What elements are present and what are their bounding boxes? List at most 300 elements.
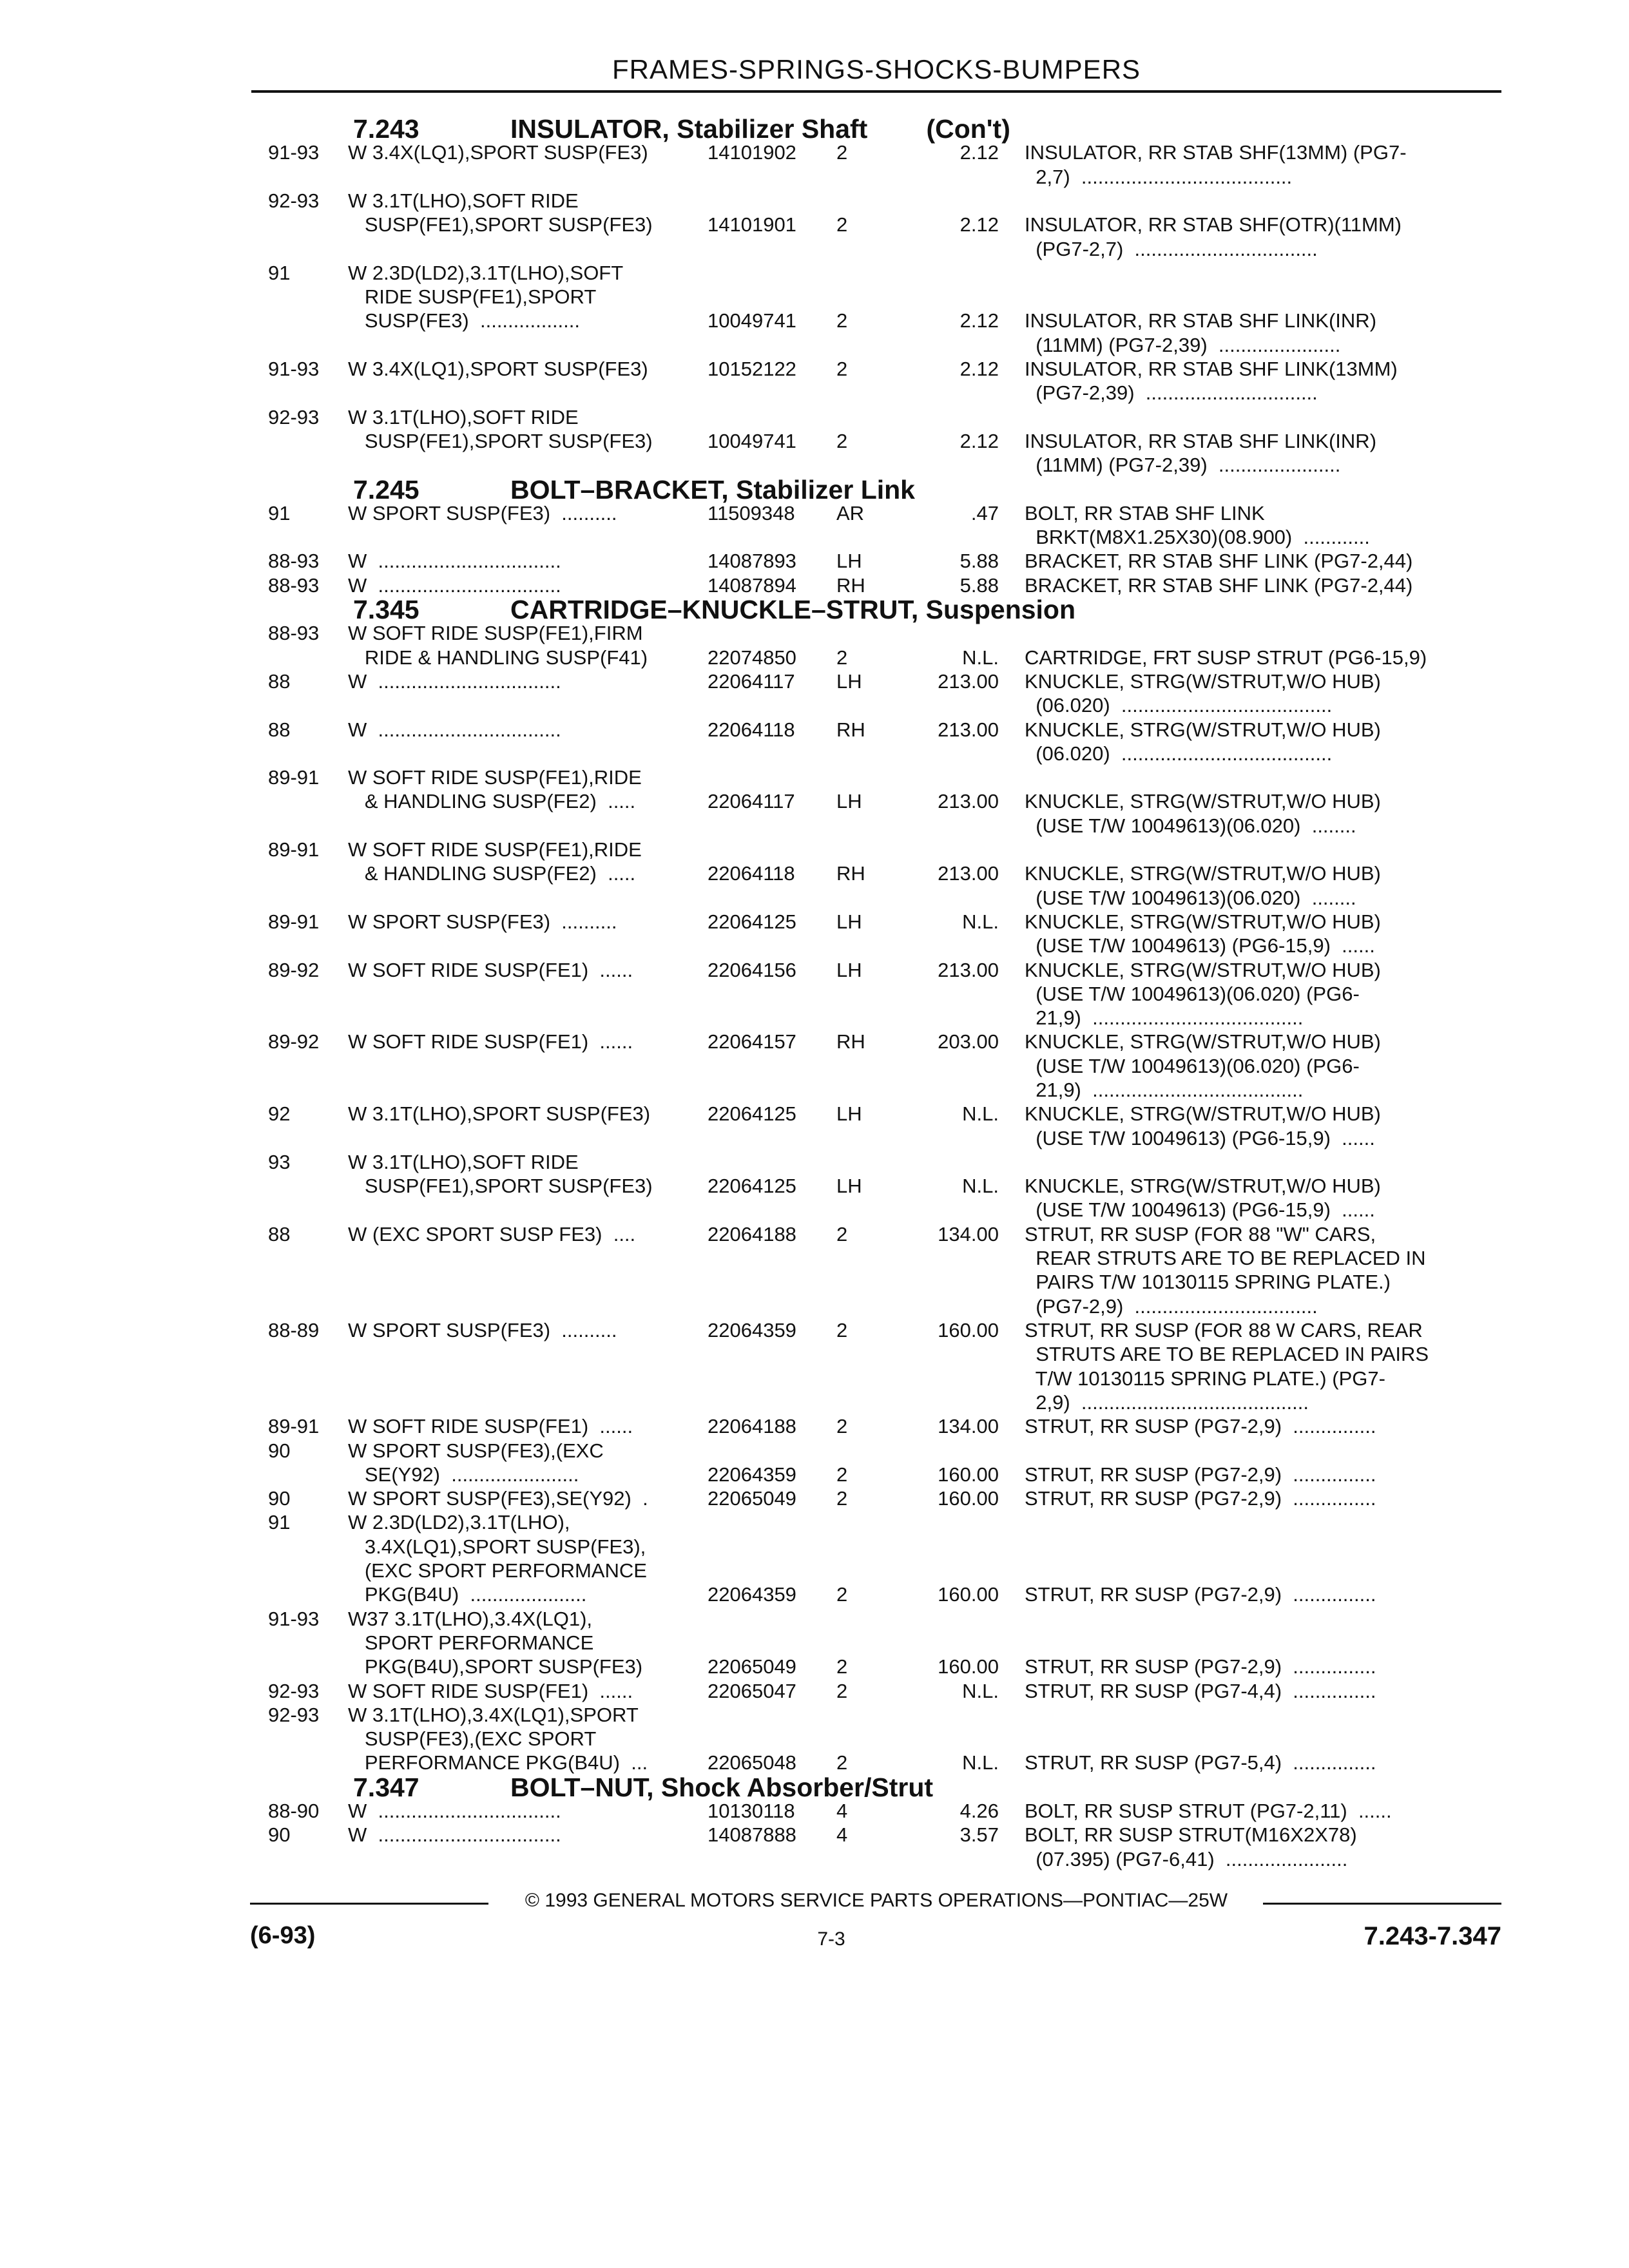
description-cell: W SOFT RIDE SUSP(FE1) ...... — [348, 1415, 633, 1437]
quantity-cell: RH — [836, 718, 865, 741]
quantity-cell: 4 — [836, 1800, 848, 1822]
table-row — [0, 1726, 1629, 1752]
year-cell: 92-93 — [268, 1680, 320, 1702]
table-row — [0, 1126, 1629, 1151]
quantity-cell: LH — [836, 550, 862, 572]
price-cell: 160.00 — [938, 1583, 999, 1606]
description-cell: W SOFT RIDE SUSP(FE1),FIRM — [348, 622, 643, 644]
part-name-cell: INSULATOR, RR STAB SHF LINK(13MM) — [1025, 358, 1398, 380]
description-cell: W 2.3D(LD2),3.1T(LHO),SOFT — [348, 262, 624, 284]
part-name-cell: (07.395) (PG7-6,41) ...................... — [1025, 1848, 1348, 1870]
description-cell: W ................................. — [348, 718, 561, 741]
part-name-cell: (USE T/W 10049613)(06.020) ........ — [1025, 814, 1356, 837]
quantity-cell: 2 — [836, 1751, 848, 1774]
quantity-cell: LH — [836, 670, 862, 693]
table-row — [0, 1269, 1629, 1295]
year-cell: 92-93 — [268, 1704, 320, 1726]
part-name-cell: 2,7) ...................................... — [1025, 166, 1293, 188]
quantity-cell: AR — [836, 502, 865, 524]
price-cell: N.L. — [962, 1102, 999, 1125]
year-cell: 91-93 — [268, 358, 320, 380]
part-name-cell: (USE T/W 10049613) (PG6-15,9) ...... — [1025, 934, 1375, 957]
price-cell: 213.00 — [938, 959, 999, 981]
year-cell: 88-89 — [268, 1319, 320, 1341]
description-cell: W SOFT RIDE SUSP(FE1),RIDE — [348, 766, 642, 789]
price-cell: 203.00 — [938, 1030, 999, 1053]
section-heading — [0, 116, 1629, 142]
part-number-cell: 22064359 — [708, 1583, 796, 1606]
table-row — [0, 957, 1629, 983]
year-cell: 90 — [268, 1439, 291, 1462]
description-cell: W SOFT RIDE SUSP(FE1) ...... — [348, 959, 633, 981]
table-row — [0, 1630, 1629, 1656]
description-cell: PKG(B4U),SPORT SUSP(FE3) — [348, 1655, 643, 1678]
footer-rule-left — [250, 1903, 488, 1905]
part-name-cell: STRUT, RR SUSP (PG7-2,9) ............... — [1025, 1583, 1376, 1606]
footer-section-range: 7.243-7.347 — [1364, 1922, 1501, 1950]
description-cell: W 3.1T(LHO),SOFT RIDE — [348, 406, 579, 428]
table-row — [0, 188, 1629, 214]
table-row — [0, 1534, 1629, 1560]
part-number-cell: 11509348 — [708, 502, 795, 524]
footer-page-number: 7-3 — [817, 1928, 845, 1950]
table-row — [0, 645, 1629, 671]
description-cell: W 3.4X(LQ1),SPORT SUSP(FE3) — [348, 141, 648, 164]
footer-rule-right — [1263, 1903, 1501, 1905]
table-row — [0, 1558, 1629, 1584]
price-cell: N.L. — [962, 1751, 999, 1774]
year-cell: 92-93 — [268, 189, 320, 212]
table-row — [0, 981, 1629, 1007]
quantity-cell: LH — [836, 1175, 862, 1197]
quantity-cell: 2 — [836, 1487, 848, 1510]
section-title: INSULATOR, Stabilizer Shaft (Con't) — [510, 114, 1010, 144]
table-row — [0, 1053, 1629, 1079]
description-cell: SUSP(FE3),(EXC SPORT — [348, 1727, 597, 1750]
description-cell: W 3.1T(LHO),SOFT RIDE — [348, 1151, 579, 1173]
year-cell: 88-93 — [268, 622, 320, 644]
table-row — [0, 1390, 1629, 1416]
price-cell: 3.57 — [959, 1823, 999, 1846]
part-name-cell: STRUT, RR SUSP (PG7-2,9) ............... — [1025, 1463, 1376, 1486]
price-cell: 5.88 — [959, 550, 999, 572]
part-name-cell: KNUCKLE, STRG(W/STRUT,W/O HUB) — [1025, 718, 1381, 741]
table-row — [0, 813, 1629, 839]
section-number: 7.245 — [353, 475, 419, 505]
part-number-cell: 22065047 — [708, 1680, 796, 1702]
table-row — [0, 741, 1629, 767]
table-row — [0, 1822, 1629, 1848]
part-name-cell: STRUT, RR SUSP (PG7-4,4) ............... — [1025, 1680, 1376, 1702]
year-cell: 88 — [268, 1223, 291, 1245]
description-cell: SUSP(FE1),SPORT SUSP(FE3) — [348, 430, 653, 452]
price-cell: 2.12 — [959, 213, 999, 236]
description-cell: SUSP(FE1),SPORT SUSP(FE3) — [348, 1175, 653, 1197]
price-cell: 160.00 — [938, 1487, 999, 1510]
year-cell: 88 — [268, 718, 291, 741]
description-cell: W (EXC SPORT SUSP FE3) .... — [348, 1223, 636, 1245]
quantity-cell: 2 — [836, 309, 848, 332]
table-row — [0, 140, 1629, 166]
year-cell: 91-93 — [268, 1608, 320, 1630]
table-row — [0, 308, 1629, 334]
table-row — [0, 356, 1629, 382]
part-number-cell: 22065049 — [708, 1655, 796, 1678]
part-name-cell: INSULATOR, RR STAB SHF LINK(INR) — [1025, 430, 1377, 452]
year-cell: 88-93 — [268, 574, 320, 597]
table-row — [0, 1173, 1629, 1199]
table-row — [0, 789, 1629, 814]
quantity-cell: 2 — [836, 430, 848, 452]
table-row — [0, 861, 1629, 887]
part-number-cell: 10049741 — [708, 430, 796, 452]
footer-date: (6-93) — [250, 1922, 316, 1949]
part-number-cell: 22064117 — [708, 670, 795, 693]
table-row — [0, 1294, 1629, 1320]
part-number-cell: 22064117 — [708, 790, 795, 812]
part-name-cell: INSULATOR, RR STAB SHF(OTR)(11MM) — [1025, 213, 1402, 236]
page-header: FRAMES-SPRINGS-SHOCKS-BUMPERS — [612, 54, 1141, 84]
table-row — [0, 332, 1629, 358]
description-cell: RIDE SUSP(FE1),SPORT — [348, 285, 597, 308]
description-cell: W ................................. — [348, 574, 561, 597]
description-cell: W SPORT SUSP(FE3) .......... — [348, 910, 617, 933]
section-title: BOLT–NUT, Shock Absorber/Strut — [510, 1773, 934, 1802]
table-row — [0, 1245, 1629, 1271]
description-cell: W 3.1T(LHO),SOFT RIDE — [348, 189, 579, 212]
year-cell: 89-91 — [268, 910, 320, 933]
part-name-cell: KNUCKLE, STRG(W/STRUT,W/O HUB) — [1025, 790, 1381, 812]
part-number-cell: 10049741 — [708, 309, 796, 332]
table-row — [0, 693, 1629, 718]
quantity-cell: 2 — [836, 646, 848, 669]
year-cell: 91 — [268, 1511, 291, 1533]
description-cell: W SOFT RIDE SUSP(FE1) ...... — [348, 1030, 633, 1053]
quantity-cell: 2 — [836, 1223, 848, 1245]
table-row — [0, 1101, 1629, 1127]
price-cell: N.L. — [962, 1680, 999, 1702]
description-cell: SUSP(FE1),SPORT SUSP(FE3) — [348, 213, 653, 236]
part-name-cell: KNUCKLE, STRG(W/STRUT,W/O HUB) — [1025, 862, 1381, 885]
year-cell: 91 — [268, 262, 291, 284]
part-name-cell: PAIRS T/W 10130115 SPRING PLATE.) — [1025, 1271, 1391, 1293]
description-cell: W SPORT SUSP(FE3),SE(Y92) . — [348, 1487, 648, 1510]
price-cell: 4.26 — [959, 1800, 999, 1822]
price-cell: 2.12 — [959, 141, 999, 164]
year-cell: 89-92 — [268, 1030, 320, 1053]
year-cell: 90 — [268, 1823, 291, 1846]
header-rule — [251, 90, 1501, 93]
part-name-cell: 2,9) ......................................... — [1025, 1391, 1309, 1414]
table-row — [0, 501, 1629, 526]
quantity-cell: 2 — [836, 1583, 848, 1606]
table-row — [0, 1029, 1629, 1055]
quantity-cell: 2 — [836, 1415, 848, 1437]
year-cell: 89-91 — [268, 838, 320, 861]
table-row — [0, 1366, 1629, 1392]
part-name-cell: KNUCKLE, STRG(W/STRUT,W/O HUB) — [1025, 1030, 1381, 1053]
price-cell: 213.00 — [938, 718, 999, 741]
part-number-cell: 14087894 — [708, 574, 796, 597]
part-name-cell: (06.020) ...................................... — [1025, 742, 1333, 765]
part-name-cell: STRUT, RR SUSP (FOR 88 "W" CARS, — [1025, 1223, 1376, 1245]
table-row — [0, 1582, 1629, 1608]
section-heading — [0, 1774, 1629, 1800]
section-title: CARTRIDGE–KNUCKLE–STRUT, Suspension — [510, 595, 1076, 624]
description-cell: & HANDLING SUSP(FE2) ..... — [348, 862, 636, 885]
quantity-cell: 4 — [836, 1823, 848, 1846]
year-cell: 89-91 — [268, 1415, 320, 1437]
quantity-cell: RH — [836, 574, 865, 597]
part-name-cell: BOLT, RR SUSP STRUT(M16X2X78) — [1025, 1823, 1357, 1846]
description-cell: (EXC SPORT PERFORMANCE — [348, 1559, 647, 1582]
table-row — [0, 1462, 1629, 1488]
section-title: BOLT–BRACKET, Stabilizer Link — [510, 475, 915, 505]
quantity-cell: 2 — [836, 1319, 848, 1341]
quantity-cell: LH — [836, 790, 862, 812]
price-cell: 134.00 — [938, 1415, 999, 1437]
copyright-line: © 1993 GENERAL MOTORS SERVICE PARTS OPERATIONS—PONTIAC—25W — [525, 1890, 1228, 1911]
year-cell: 88 — [268, 670, 291, 693]
table-row — [0, 1341, 1629, 1367]
section-heading — [0, 597, 1629, 622]
part-number-cell: 14101902 — [708, 141, 796, 164]
part-number-cell: 22064118 — [708, 862, 795, 885]
section-number: 7.243 — [353, 114, 419, 144]
part-name-cell: (11MM) (PG7-2,39) ...................... — [1025, 454, 1341, 476]
part-name-cell: KNUCKLE, STRG(W/STRUT,W/O HUB) — [1025, 670, 1381, 693]
description-cell: SE(Y92) ....................... — [348, 1463, 579, 1486]
table-row — [0, 1486, 1629, 1512]
part-name-cell: BOLT, RR SUSP STRUT (PG7-2,11) ...... — [1025, 1800, 1392, 1822]
part-name-cell: STRUT, RR SUSP (FOR 88 W CARS, REAR — [1025, 1319, 1423, 1341]
price-cell: N.L. — [962, 646, 999, 669]
description-cell: W ................................. — [348, 1800, 561, 1822]
part-number-cell: 22065049 — [708, 1487, 796, 1510]
part-number-cell: 10152122 — [708, 358, 796, 380]
table-row — [0, 405, 1629, 430]
description-cell: & HANDLING SUSP(FE2) ..... — [348, 790, 636, 812]
description-cell: W 3.4X(LQ1),SPORT SUSP(FE3) — [348, 358, 648, 380]
description-cell: W 3.1T(LHO),SPORT SUSP(FE3) — [348, 1102, 651, 1125]
table-row — [0, 1606, 1629, 1632]
part-name-cell: STRUT, RR SUSP (PG7-2,9) ............... — [1025, 1415, 1376, 1437]
table-row — [0, 620, 1629, 646]
table-row — [0, 1654, 1629, 1680]
table-row — [0, 380, 1629, 406]
quantity-cell: 2 — [836, 1655, 848, 1678]
quantity-cell: 2 — [836, 141, 848, 164]
part-number-cell: 22064125 — [708, 1102, 796, 1125]
quantity-cell: 2 — [836, 1463, 848, 1486]
price-cell: 2.12 — [959, 309, 999, 332]
table-row — [0, 284, 1629, 310]
part-name-cell: (PG7-2,7) ................................. — [1025, 238, 1318, 260]
table-row — [0, 452, 1629, 478]
description-cell: 3.4X(LQ1),SPORT SUSP(FE3), — [348, 1535, 646, 1558]
part-number-cell: 22064188 — [708, 1223, 796, 1245]
table-row — [0, 1510, 1629, 1535]
description-cell: W 2.3D(LD2),3.1T(LHO), — [348, 1511, 570, 1533]
part-number-cell: 14087893 — [708, 550, 796, 572]
part-number-cell: 22064359 — [708, 1319, 796, 1341]
price-cell: 160.00 — [938, 1463, 999, 1486]
part-name-cell: (11MM) (PG7-2,39) ...................... — [1025, 334, 1341, 356]
section-number: 7.347 — [353, 1773, 419, 1802]
year-cell: 89-91 — [268, 766, 320, 789]
price-cell: 5.88 — [959, 574, 999, 597]
description-cell: PKG(B4U) ..................... — [348, 1583, 587, 1606]
table-row — [0, 1318, 1629, 1343]
description-cell: W37 3.1T(LHO),3.4X(LQ1), — [348, 1608, 593, 1630]
section-heading — [0, 477, 1629, 503]
part-name-cell: BOLT, RR STAB SHF LINK — [1025, 502, 1265, 524]
quantity-cell: RH — [836, 862, 865, 885]
year-cell: 90 — [268, 1487, 291, 1510]
part-number-cell: 22064188 — [708, 1415, 796, 1437]
description-cell: W 3.1T(LHO),3.4X(LQ1),SPORT — [348, 1704, 639, 1726]
quantity-cell: RH — [836, 1030, 865, 1053]
part-name-cell: (USE T/W 10049613)(06.020) (PG6- — [1025, 1055, 1360, 1077]
table-row — [0, 1702, 1629, 1728]
table-row — [0, 164, 1629, 190]
table-row — [0, 909, 1629, 935]
year-cell: 91-93 — [268, 141, 320, 164]
part-name-cell: INSULATOR, RR STAB SHF(13MM) (PG7- — [1025, 141, 1407, 164]
price-cell: 160.00 — [938, 1319, 999, 1341]
quantity-cell: LH — [836, 910, 862, 933]
part-name-cell: STRUT, RR SUSP (PG7-5,4) ............... — [1025, 1751, 1376, 1774]
price-cell: .47 — [970, 502, 999, 524]
quantity-cell: LH — [836, 1102, 862, 1125]
description-cell: RIDE & HANDLING SUSP(F41) — [348, 646, 648, 669]
part-number-cell: 14087888 — [708, 1823, 796, 1846]
price-cell: N.L. — [962, 910, 999, 933]
part-number-cell: 22064118 — [708, 718, 795, 741]
year-cell: 93 — [268, 1151, 291, 1173]
part-number-cell: 22064125 — [708, 1175, 796, 1197]
description-cell: W SOFT RIDE SUSP(FE1),RIDE — [348, 838, 642, 861]
year-cell: 89-92 — [268, 959, 320, 981]
part-number-cell: 22074850 — [708, 646, 796, 669]
description-cell: PERFORMANCE PKG(B4U) ... — [348, 1751, 648, 1774]
table-row — [0, 212, 1629, 238]
part-number-cell: 22064125 — [708, 910, 796, 933]
quantity-cell: 2 — [836, 358, 848, 380]
year-cell: 91 — [268, 502, 291, 524]
table-row — [0, 765, 1629, 791]
price-cell: 213.00 — [938, 790, 999, 812]
part-name-cell: CARTRIDGE, FRT SUSP STRUT (PG6-15,9) — [1025, 646, 1427, 669]
part-name-cell: KNUCKLE, STRG(W/STRUT,W/O HUB) — [1025, 959, 1381, 981]
part-name-cell: BRACKET, RR STAB SHF LINK (PG7-2,44) — [1025, 574, 1413, 597]
description-cell: W SPORT SUSP(FE3) .......... — [348, 502, 617, 524]
table-row — [0, 236, 1629, 262]
table-row — [0, 933, 1629, 959]
quantity-cell: 2 — [836, 1680, 848, 1702]
table-row — [0, 1798, 1629, 1824]
part-name-cell: (USE T/W 10049613) (PG6-15,9) ...... — [1025, 1127, 1375, 1149]
table-row — [0, 1222, 1629, 1247]
table-row — [0, 1077, 1629, 1103]
part-number-cell: 22065048 — [708, 1751, 796, 1774]
description-cell: SUSP(FE3) .................. — [348, 309, 581, 332]
part-name-cell: 21,9) ...................................... — [1025, 1006, 1304, 1029]
year-cell: 88-90 — [268, 1800, 320, 1822]
price-cell: 213.00 — [938, 862, 999, 885]
part-number-cell: 22064156 — [708, 959, 796, 981]
section-number: 7.345 — [353, 595, 419, 624]
description-cell: W ................................. — [348, 1823, 561, 1846]
part-number-cell: 10130118 — [708, 1800, 795, 1822]
price-cell: 2.12 — [959, 358, 999, 380]
price-cell: 213.00 — [938, 670, 999, 693]
part-name-cell: 21,9) ...................................... — [1025, 1079, 1304, 1101]
description-cell: W SPORT SUSP(FE3),(EXC — [348, 1439, 604, 1462]
part-name-cell: KNUCKLE, STRG(W/STRUT,W/O HUB) — [1025, 1175, 1381, 1197]
part-name-cell: REAR STRUTS ARE TO BE REPLACED IN — [1025, 1247, 1426, 1269]
table-row — [0, 1197, 1629, 1223]
part-name-cell: (PG7-2,9) ................................. — [1025, 1295, 1318, 1318]
part-number-cell: 14101901 — [708, 213, 796, 236]
part-name-cell: BRACKET, RR STAB SHF LINK (PG7-2,44) — [1025, 550, 1413, 572]
table-row — [0, 548, 1629, 574]
table-row — [0, 1678, 1629, 1704]
part-name-cell: (06.020) ...................................... — [1025, 694, 1333, 716]
table-row — [0, 260, 1629, 286]
part-name-cell: INSULATOR, RR STAB SHF LINK(INR) — [1025, 309, 1377, 332]
table-row — [0, 1149, 1629, 1175]
table-row — [0, 1414, 1629, 1439]
price-cell: 134.00 — [938, 1223, 999, 1245]
part-name-cell: T/W 10130115 SPRING PLATE.) (PG7- — [1025, 1367, 1385, 1390]
description-cell: W ................................. — [348, 550, 561, 572]
year-cell: 88-93 — [268, 550, 320, 572]
part-number-cell: 22064359 — [708, 1463, 796, 1486]
quantity-cell: 2 — [836, 213, 848, 236]
table-row — [0, 717, 1629, 743]
table-row — [0, 837, 1629, 863]
table-row — [0, 1750, 1629, 1776]
description-cell: W SPORT SUSP(FE3) .......... — [348, 1319, 617, 1341]
price-cell: 2.12 — [959, 430, 999, 452]
table-row — [0, 1847, 1629, 1872]
quantity-cell: LH — [836, 959, 862, 981]
description-cell: W SOFT RIDE SUSP(FE1) ...... — [348, 1680, 633, 1702]
part-name-cell: (USE T/W 10049613)(06.020) (PG6- — [1025, 983, 1360, 1005]
table-row — [0, 885, 1629, 911]
price-cell: 160.00 — [938, 1655, 999, 1678]
table-row — [0, 669, 1629, 695]
description-cell: W ................................. — [348, 670, 561, 693]
part-name-cell: (PG7-2,39) ............................... — [1025, 381, 1318, 404]
year-cell: 92 — [268, 1102, 291, 1125]
part-number-cell: 22064157 — [708, 1030, 796, 1053]
part-name-cell: KNUCKLE, STRG(W/STRUT,W/O HUB) — [1025, 1102, 1381, 1125]
year-cell: 92-93 — [268, 406, 320, 428]
table-row — [0, 1005, 1629, 1031]
part-name-cell: KNUCKLE, STRG(W/STRUT,W/O HUB) — [1025, 910, 1381, 933]
table-row — [0, 428, 1629, 454]
description-cell: SPORT PERFORMANCE — [348, 1631, 594, 1654]
part-name-cell: STRUT, RR SUSP (PG7-2,9) ............... — [1025, 1487, 1376, 1510]
part-name-cell: BRKT(M8X1.25X30)(08.900) ............ — [1025, 526, 1370, 548]
part-name-cell: (USE T/W 10049613) (PG6-15,9) ...... — [1025, 1198, 1375, 1221]
part-name-cell: STRUT, RR SUSP (PG7-2,9) ............... — [1025, 1655, 1376, 1678]
part-name-cell: STRUTS ARE TO BE REPLACED IN PAIRS — [1025, 1343, 1429, 1365]
table-row — [0, 1438, 1629, 1464]
part-name-cell: (USE T/W 10049613)(06.020) ........ — [1025, 887, 1356, 909]
